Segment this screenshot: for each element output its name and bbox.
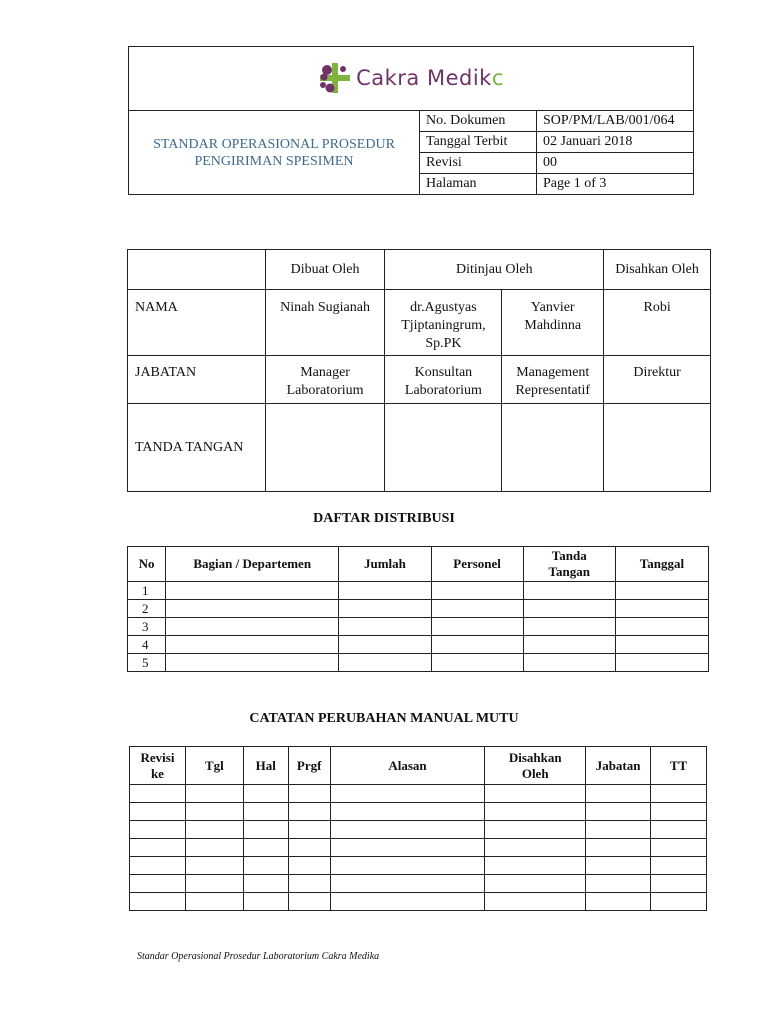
header-ditinjau-oleh: Ditinjau Oleh bbox=[385, 250, 604, 290]
document-header bbox=[128, 46, 694, 195]
table-row bbox=[130, 857, 707, 875]
meta-value-revisi: 00 bbox=[537, 153, 694, 174]
row-label-tanda-tangan: TANDA TANGAN bbox=[128, 404, 266, 492]
jabatan-dibuat: Manager Laboratorium bbox=[265, 356, 385, 404]
table-row bbox=[128, 600, 709, 618]
rev-header-disahkan-oleh: Disahkan Oleh bbox=[485, 747, 586, 785]
table-row bbox=[130, 839, 707, 857]
nama-disahkan: Robi bbox=[604, 290, 711, 356]
rev-header-revisi: Revisi ke bbox=[130, 747, 186, 785]
signature-ditinjau-2 bbox=[502, 404, 604, 492]
logo-cell bbox=[129, 47, 694, 111]
header-disahkan-oleh: Disahkan Oleh bbox=[604, 250, 711, 290]
dist-header-bagian: Bagian / Departemen bbox=[166, 547, 339, 582]
table-row bbox=[130, 785, 707, 803]
row-number: 2 bbox=[128, 600, 166, 618]
dist-header-tanggal: Tanggal bbox=[615, 547, 708, 582]
jabatan-disahkan: Direktur bbox=[604, 356, 711, 404]
logo-wordmark: Cakra Medikc bbox=[356, 66, 504, 90]
meta-label-no-dokumen: No. Dokumen bbox=[420, 111, 537, 132]
header-dibuat-oleh: Dibuat Oleh bbox=[265, 250, 385, 290]
table-row bbox=[128, 582, 709, 600]
row-label-nama: NAMA bbox=[128, 290, 266, 356]
approval-corner-cell bbox=[128, 250, 266, 290]
rev-header-tt: TT bbox=[651, 747, 707, 785]
rev-header-jabatan: Jabatan bbox=[586, 747, 651, 785]
rev-header-tgl: Tgl bbox=[185, 747, 243, 785]
dist-header-personel: Personel bbox=[431, 547, 523, 582]
nama-dibuat: Ninah Sugianah bbox=[265, 290, 385, 356]
rev-header-prgf: Prgf bbox=[288, 747, 330, 785]
meta-label-halaman: Halaman bbox=[420, 174, 537, 195]
table-row bbox=[128, 618, 709, 636]
dist-header-no: No bbox=[128, 547, 166, 582]
table-row bbox=[130, 821, 707, 839]
table-row bbox=[128, 654, 709, 672]
page-footer: Standar Operasional Prosedur Laboratorium Cakra Medika bbox=[137, 951, 380, 962]
meta-value-no-dokumen: SOP/PM/LAB/001/064 bbox=[537, 111, 694, 132]
jabatan-ditinjau-2: Management Representatif bbox=[502, 356, 604, 404]
approval-table bbox=[127, 249, 711, 492]
meta-label-tanggal-terbit: Tanggal Terbit bbox=[420, 132, 537, 153]
rev-header-alasan: Alasan bbox=[330, 747, 485, 785]
table-row bbox=[128, 636, 709, 654]
company-logo bbox=[318, 61, 504, 95]
distribution-table bbox=[127, 546, 709, 672]
dist-header-jumlah: Jumlah bbox=[339, 547, 431, 582]
meta-value-tanggal-terbit: 02 Januari 2018 bbox=[537, 132, 694, 153]
table-row bbox=[130, 875, 707, 893]
rev-header-hal: Hal bbox=[243, 747, 288, 785]
distribution-title: DAFTAR DISTRIBUSI bbox=[313, 511, 455, 526]
meta-label-revisi: Revisi bbox=[420, 153, 537, 174]
meta-value-halaman: Page 1 of 3 bbox=[537, 174, 694, 195]
row-number: 4 bbox=[128, 636, 166, 654]
signature-ditinjau-1 bbox=[385, 404, 502, 492]
row-label-jabatan: JABATAN bbox=[128, 356, 266, 404]
nama-ditinjau-2: Yanvier Mahdinna bbox=[502, 290, 604, 356]
row-number: 5 bbox=[128, 654, 166, 672]
row-number: 3 bbox=[128, 618, 166, 636]
signature-dibuat bbox=[265, 404, 385, 492]
revision-table bbox=[129, 746, 707, 911]
row-number: 1 bbox=[128, 582, 166, 600]
signature-disahkan bbox=[604, 404, 711, 492]
cross-flower-icon bbox=[318, 61, 352, 95]
table-row bbox=[130, 803, 707, 821]
nama-ditinjau-1: dr.Agustyas Tjiptaningrum, Sp.PK bbox=[385, 290, 502, 356]
dist-header-tanda-tangan: Tanda Tangan bbox=[523, 547, 615, 582]
document-title: STANDAR OPERASIONAL PROSEDUR PENGIRIMAN SPESIMEN bbox=[129, 111, 420, 195]
jabatan-ditinjau-1: Konsultan Laboratorium bbox=[385, 356, 502, 404]
table-row bbox=[130, 893, 707, 911]
revision-title: CATATAN PERUBAHAN MANUAL MUTU bbox=[249, 711, 519, 726]
